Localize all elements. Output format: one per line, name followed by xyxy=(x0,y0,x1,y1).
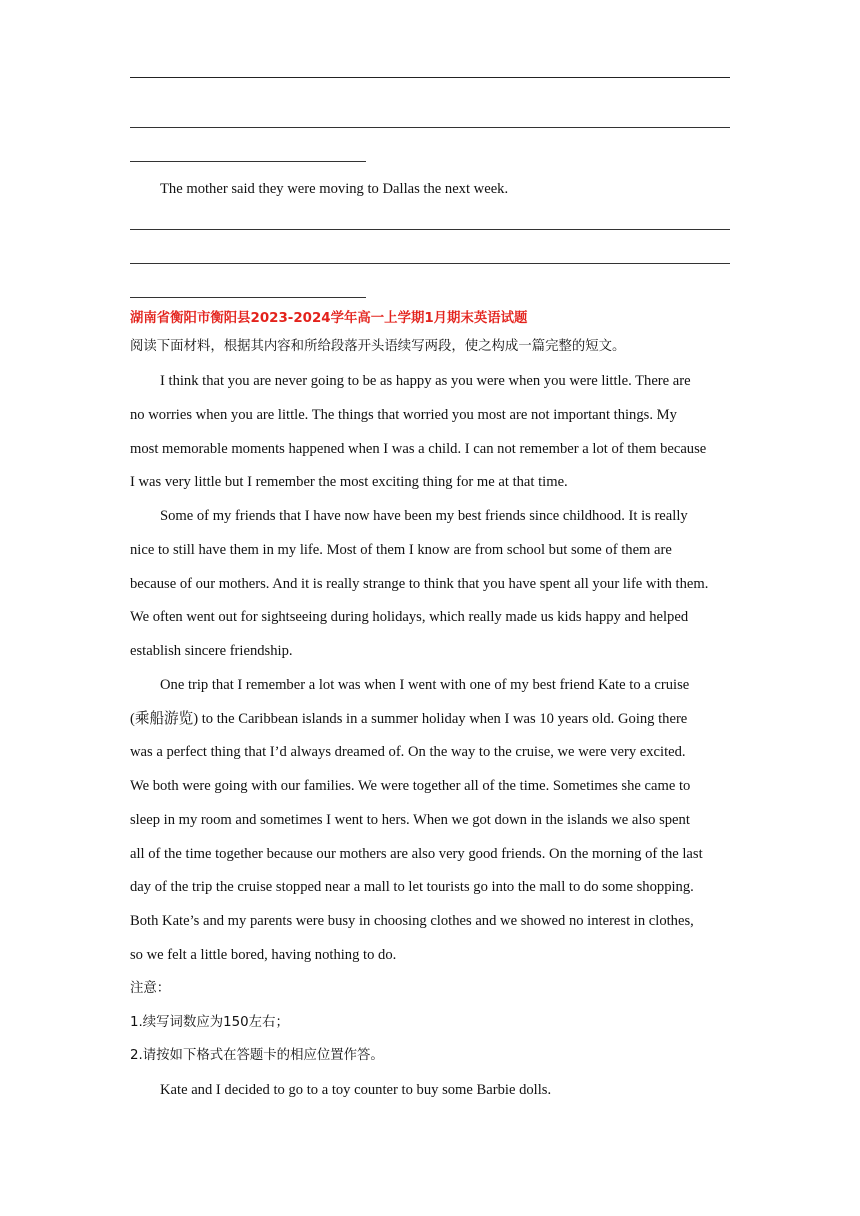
passage-line: nice to still have them in my life. Most of them I know are from school but some of them are xyxy=(130,542,672,558)
passage-line: most memorable moments happened when I was a child. I can not remember a lot of them because xyxy=(130,441,707,457)
passage-line: We both were going with our families. We were together all of the time. Sometimes she came to xyxy=(130,778,691,794)
answer-line xyxy=(130,77,730,78)
continuation-prompt: Kate and I decided to go to a toy counter to buy some Barbie dolls. xyxy=(160,1082,552,1098)
passage-line: I think that you are never going to be as happy as you were when you were little. There are xyxy=(160,373,691,389)
passage-line: (乘船游览) to the Caribbean islands in a summer holiday when I was 10 years old. Going there xyxy=(130,711,688,727)
answer-line xyxy=(130,263,730,264)
passage-line: so we felt a little bored, having nothing to do. xyxy=(130,947,397,963)
notes-heading: 注意： xyxy=(130,981,171,996)
section-title: 湖南省衡阳市衡阳县2023-2024学年高一上学期1月期末英语试题 xyxy=(130,311,528,326)
passage-line: all of the time together because our mothers are also very good friends. On the morning of the last xyxy=(130,846,703,862)
passage-line: I was very little but I remember the most exciting thing for me at that time. xyxy=(130,474,568,490)
passage-line: day of the trip the cruise stopped near a mall to let tourists go into the mall to do some shopping. xyxy=(130,879,694,895)
passage-line: establish sincere friendship. xyxy=(130,643,293,659)
answer-line xyxy=(130,127,730,128)
answer-line xyxy=(130,297,366,298)
answer-line xyxy=(130,229,730,230)
note-item: 2.请按如下格式在答题卡的相应位置作答。 xyxy=(130,1048,384,1063)
passage-line: We often went out for sightseeing during holidays, which really made us kids happy and helped xyxy=(130,609,689,625)
passage-line: because of our mothers. And it is really strange to think that you have spent all your life with them. xyxy=(130,576,709,592)
answer-line xyxy=(130,161,366,162)
note-item: 1.续写词数应为150左右； xyxy=(130,1015,289,1030)
passage-line: One trip that I remember a lot was when I went with one of my best friend Kate to a cruise xyxy=(160,677,690,693)
passage-line: Both Kate’s and my parents were busy in choosing clothes and we showed no interest in clothes, xyxy=(130,913,694,929)
instruction-text: 阅读下面材料，根据其内容和所给段落开头语续写两段，使之构成一篇完整的短文。 xyxy=(130,339,626,354)
paragraph-prompt: The mother said they were moving to Dallas the next week. xyxy=(160,181,509,197)
passage-line: was a perfect thing that I’d always dreamed of. On the way to the cruise, we were very excited. xyxy=(130,744,686,760)
passage-line: sleep in my room and sometimes I went to hers. When we got down in the islands we also spent xyxy=(130,812,690,828)
passage-line: Some of my friends that I have now have been my best friends since childhood. It is really xyxy=(160,508,688,524)
passage-line: no worries when you are little. The things that worried you most are not important things. My xyxy=(130,407,677,423)
